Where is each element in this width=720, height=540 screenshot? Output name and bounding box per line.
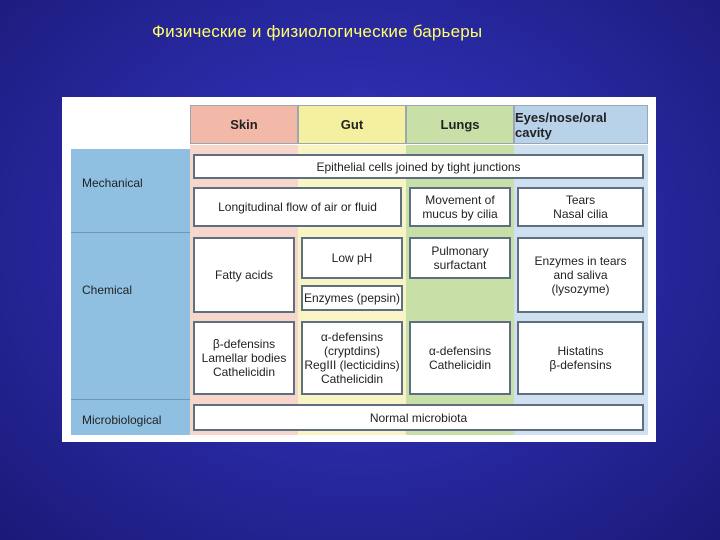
cell-gut-peptides: α-defensins (cryptdins) RegIII (lecticidins) Cathelicidin — [301, 321, 403, 395]
cell-lungs-peptides: α-defensins Cathelicidin — [409, 321, 511, 395]
row-label-microbiological: Microbiological — [82, 413, 162, 427]
cell-tears-nasal-cilia: Tears Nasal cilia — [517, 187, 644, 227]
row-label-mechanical: Mechanical — [82, 176, 143, 190]
column-header-skin: Skin — [190, 105, 298, 144]
cell-longitudinal-flow: Longitudinal flow of air or fluid — [193, 187, 402, 227]
row-divider — [71, 399, 190, 400]
cell-tight-junctions: Epithelial cells joined by tight junctions — [193, 154, 644, 179]
slide-title: Физические и физиологические барьеры — [152, 22, 483, 41]
cell-low-ph: Low pH — [301, 237, 403, 279]
cell-eyes-peptides: Histatins β-defensins — [517, 321, 644, 395]
row-label-chemical: Chemical — [82, 283, 133, 297]
cell-fatty-acids: Fatty acids — [193, 237, 295, 313]
column-header-gut: Gut — [298, 105, 406, 144]
cell-enzymes-pepsin: Enzymes (pepsin) — [301, 285, 403, 311]
cell-normal-microbiota: Normal microbiota — [193, 404, 644, 431]
cell-pulmonary-surfactant: Pulmonary surfactant — [409, 237, 511, 279]
barrier-table-figure — [62, 97, 656, 442]
cell-enzymes-tears-saliva: Enzymes in tears and saliva (lysozyme) — [517, 237, 644, 313]
cell-mucus-cilia: Movement of mucus by cilia — [409, 187, 511, 227]
column-header-lungs: Lungs — [406, 105, 514, 144]
cell-skin-peptides: β-defensins Lamellar bodies Cathelicidin — [193, 321, 295, 395]
column-header-eyes: Eyes/nose/oral cavity — [514, 105, 648, 144]
row-divider — [71, 232, 190, 233]
